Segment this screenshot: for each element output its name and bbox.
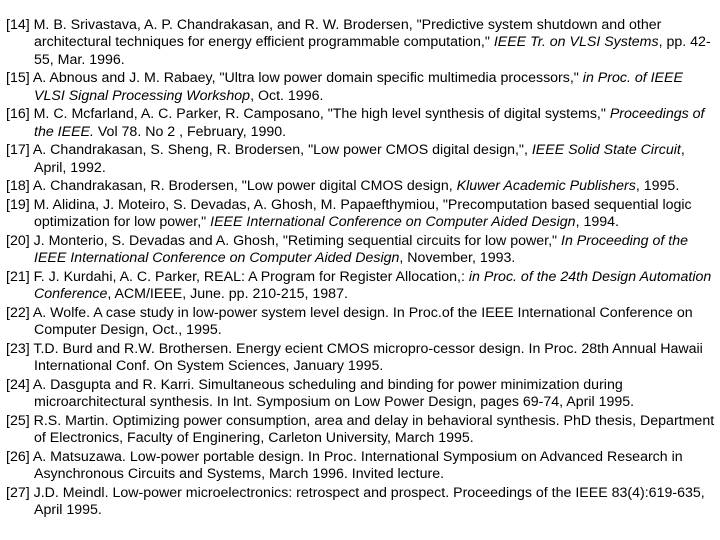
reference-text: A. Matsuzawa. Low-power portable design. In Proc. International Symposium on Advanced Research in Asynchronous Circuits and Systems, March 1996. Invited lecture. [29,449,683,483]
reference-entry [6,485,716,520]
reference-entry [6,413,716,448]
reference-text: F. J. Kurdahi, A. C. Parker, REAL: A Program for Register Allocation,: [29,269,469,285]
reference-number: [18] [6,178,30,195]
reference-number: [27] [6,485,30,501]
reference-text: Vol 78. No 2 , February, 1990. [93,123,287,140]
reference-entry [6,178,716,195]
reference-text: , April, 1992. [34,142,685,176]
reference-entry [6,341,716,376]
reference-number: [17] [6,142,30,159]
reference-text: A. Chandrakasan, S. Sheng, R. Brodersen, "Low power CMOS digital design,", [29,142,532,159]
reference-number: [26] [6,449,30,465]
reference-number: [25] [6,413,30,429]
reference-entry [6,70,716,105]
reference-text: A. Dasgupta and R. Karri. Simultaneous scheduling and binding for power minimization during microarchitectural synthesis. In Int. Symposium on Low Power Design, pages 69-74, April 1995. [29,377,635,411]
reference-text: J. Monterio, S. Devadas and A. Ghosh, "Retiming sequential circuits for low power," [29,233,561,249]
reference-entry [6,106,716,141]
reference-list [6,17,716,521]
reference-number: [15] [6,70,30,87]
reference-text: A. Chandrakasan, R. Brodersen, "Low power digital CMOS design, [29,178,457,195]
reference-entry [6,233,716,268]
reference-number: [16] [6,106,30,123]
reference-text: , ACM/IEEE, June. pp. 210-215, 1987. [107,286,348,303]
reference-text: , 1995. [635,178,680,195]
reference-entry [6,197,716,232]
reference-text: A. Wolfe. A case study in low-power system level design. In Proc.of the IEEE International Conference on Computer Design, Oct., 1995. [29,305,693,339]
reference-entry [6,269,716,304]
reference-text: M. Alidina, J. Moteiro, S. Devadas, A. Ghosh, M. Papaefthymiou, "Precomputation based sequential logic optimization for low power," [29,197,692,231]
reference-italic-text: in Proc. of the 24th Design Automation Conference [34,269,712,303]
reference-entry [6,377,716,412]
reference-italic-text: Kluwer Academic Publishers [456,178,636,195]
reference-entry [6,17,716,69]
reference-entry [6,142,716,177]
reference-number: [20] [6,233,30,249]
reference-text: , 1994. [575,214,619,231]
reference-number: [14] [6,17,30,33]
reference-italic-text: IEEE International Conference on Computer Aided Design [210,214,576,231]
reference-entry [6,305,716,340]
reference-text: R.S. Martin. Optimizing power consumption, area and delay in behavioral synthesis. PhD thesis, Department of Electronics, Faculty of Enginering, Carleton University, March 1995. [29,413,715,447]
reference-text: , Oct. 1996. [250,87,324,104]
reference-italic-text: IEEE Solid State Circuit [531,142,681,159]
reference-entry [6,449,716,484]
reference-italic-text: In Proceeding of the IEEE International Conference on Computer Aided Design [34,233,688,267]
reference-number: [22] [6,305,30,321]
reference-number: [24] [6,377,30,393]
reference-text: T.D. Burd and R.W. Brothersen. Energy ecient CMOS micropro-cessor design. In Proc. 28th Annual Hawaii International Conf. On System Sciences, January 1995. [29,341,703,375]
reference-text: , November, 1993. [399,250,516,267]
reference-italic-text: in Proc. of IEEE VLSI Signal Processing Workshop [34,70,683,104]
reference-text: J.D. Meindl. Low-power microelectronics: retrospect and prospect. Proceedings of the IEEE 83(4):619-635, April 1995. [29,485,705,519]
reference-text: M. C. Mcfarland, A. C. Parker, R. Camposano, "The high level synthesis of digital systems," [29,106,610,123]
reference-number: [21] [6,269,30,285]
reference-text: , pp. 42-55, Mar. 1996. [34,34,711,68]
reference-number: [23] [6,341,30,357]
reference-text: M. B. Srivastava, A. P. Chandrakasan, and R. W. Brodersen, "Predictive system shutdown and other architectural techniques for energy efficient programmable computation," [29,17,662,51]
reference-italic-text: IEEE Tr. on VLSI Systems [493,34,659,51]
reference-italic-text: Proceedings of the IEEE. [34,106,705,140]
reference-number: [19] [6,197,30,213]
reference-text: A. Abnous and J. M. Rabaey, "Ultra low power domain specific multimedia processors," [29,70,583,87]
